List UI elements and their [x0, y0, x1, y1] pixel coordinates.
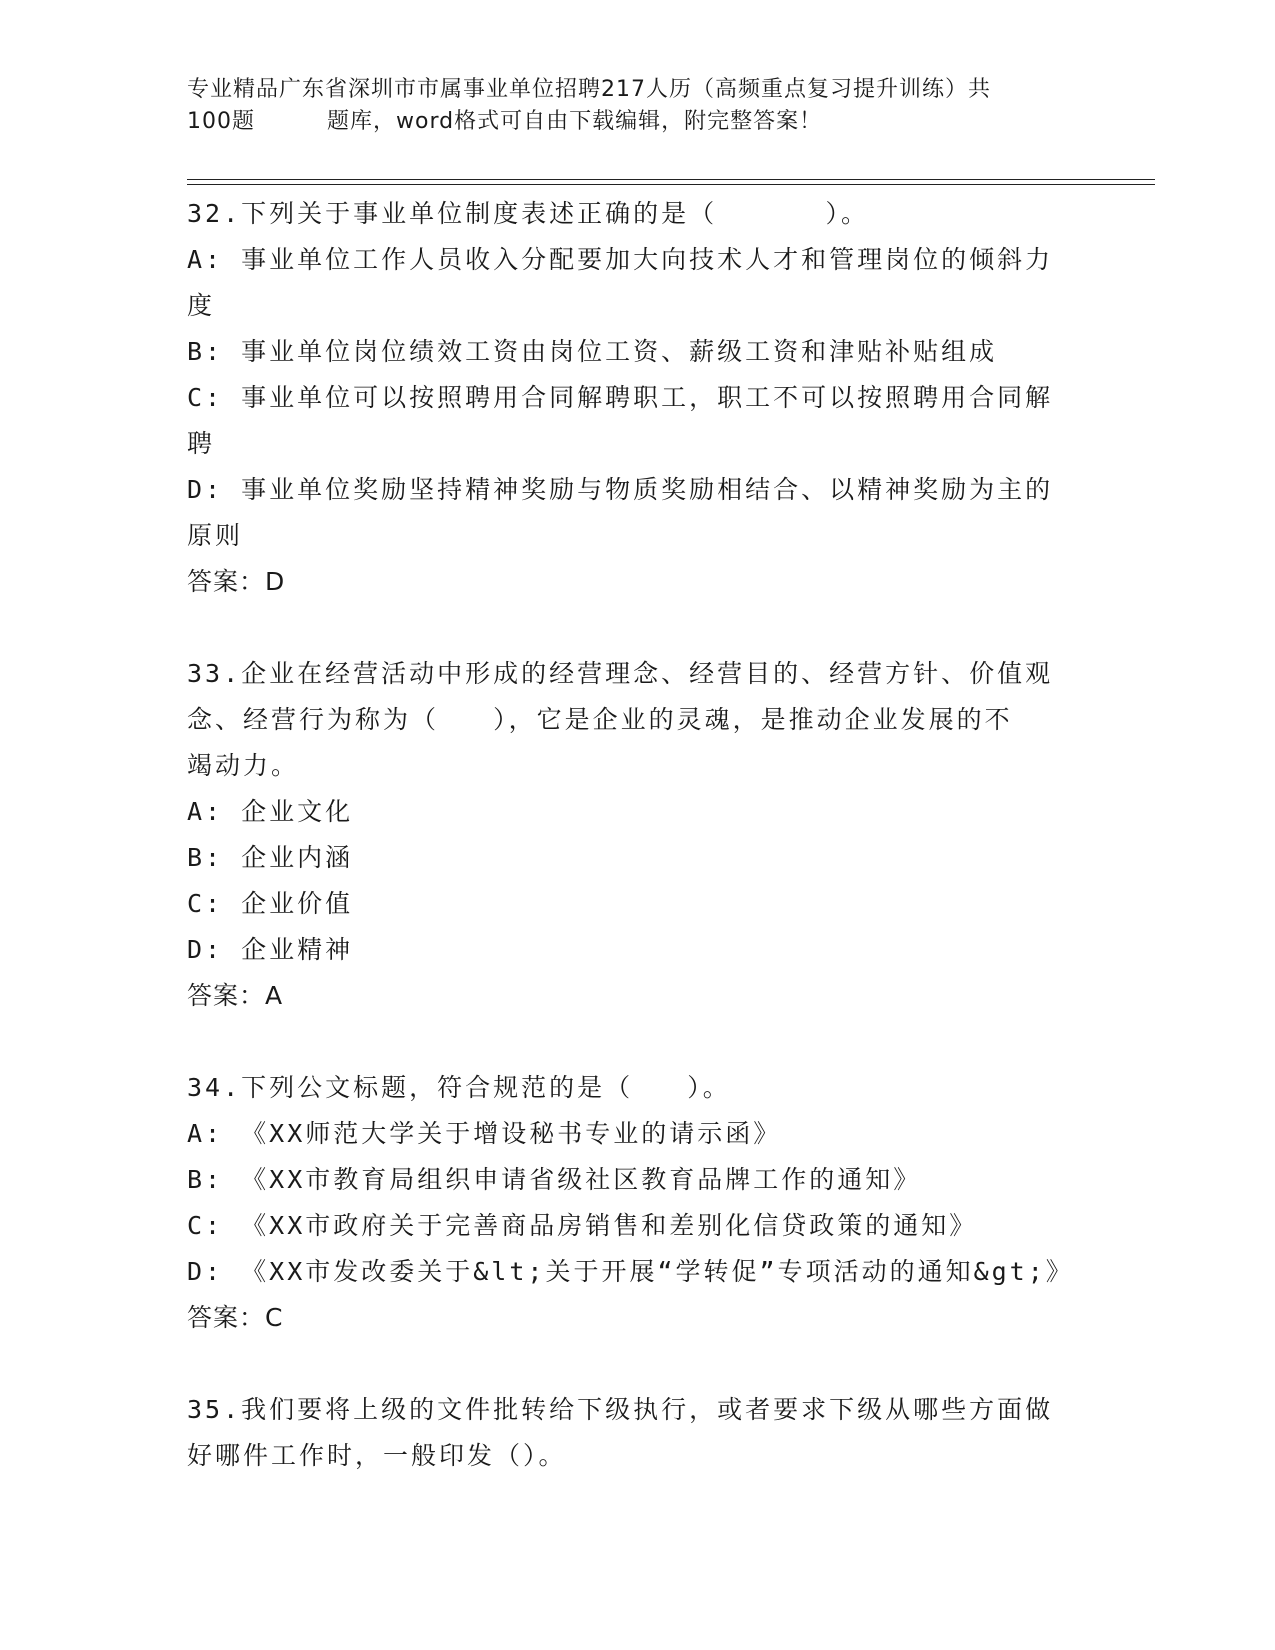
option-b: B: 企业内涵 — [187, 843, 354, 872]
question-stem-continued: 竭动力。 — [187, 751, 300, 780]
option-a: A: 《XX师范大学关于增设秘书专业的请示函》 — [187, 1119, 782, 1148]
option-c-continued: 聘 — [187, 429, 216, 458]
question-34 — [187, 1065, 1087, 1341]
header-rule-top — [187, 179, 1155, 180]
question-35 — [187, 1387, 1087, 1479]
header-rule-bottom — [187, 184, 1155, 185]
header-line-2 — [187, 106, 1067, 138]
option-c: C: 事业单位可以按照聘用合同解聘职工，职工不可以按照聘用合同解 — [187, 383, 1054, 412]
question-list — [187, 191, 1087, 1525]
option-d: D: 企业精神 — [187, 935, 354, 964]
option-a: A: 企业文化 — [187, 797, 354, 826]
option-d: D: 《XX市发改委关于&lt;关于开展“学转促”专项活动的通知&gt;》 — [187, 1257, 1074, 1286]
question-stem: 35.我们要将上级的文件批转给下级执行，或者要求下级从哪些方面做 — [187, 1395, 1054, 1424]
question-33 — [187, 651, 1087, 1019]
question-stem-continued: 好哪件工作时，一般印发（）。 — [187, 1441, 567, 1470]
question-stem: 34.下列公文标题，符合规范的是（ ）。 — [187, 1073, 731, 1102]
header-description: 题库，word格式可自由下载编辑，附完整答案！ — [327, 109, 823, 134]
question-stem-continued: 念、经营行为称为（ ），它是企业的灵魂，是推动企业发展的不 — [187, 705, 1013, 734]
question-stem: 33.企业在经营活动中形成的经营理念、经营目的、经营方针、价值观 — [187, 659, 1054, 688]
header-line-1: 专业精品广东省深圳市市属事业单位招聘217人历（高频重点复习提升训练）共 — [187, 77, 991, 102]
question-32 — [187, 191, 1087, 605]
option-a-continued: 度 — [187, 291, 216, 320]
header-count: 100题 — [187, 109, 255, 134]
option-b: B: 《XX市教育局组织申请省级社区教育品牌工作的通知》 — [187, 1165, 922, 1194]
answer-label: 答案：C — [187, 1303, 284, 1332]
option-c: C: 企业价值 — [187, 889, 354, 918]
question-stem: 32.下列关于事业单位制度表述正确的是（ ）。 — [187, 199, 869, 228]
option-c: C: 《XX市政府关于完善商品房销售和差别化信贷政策的通知》 — [187, 1211, 978, 1240]
option-b: B: 事业单位岗位绩效工资由岗位工资、薪级工资和津贴补贴组成 — [187, 337, 998, 366]
answer-label: 答案：D — [187, 567, 286, 596]
answer-label: 答案：A — [187, 981, 284, 1010]
option-d: D: 事业单位奖励坚持精神奖励与物质奖励相结合、以精神奖励为主的 — [187, 475, 1054, 504]
document-header — [187, 74, 1067, 138]
option-a: A: 事业单位工作人员收入分配要加大向技术人才和管理岗位的倾斜力 — [187, 245, 1054, 274]
option-d-continued: 原则 — [187, 521, 244, 550]
